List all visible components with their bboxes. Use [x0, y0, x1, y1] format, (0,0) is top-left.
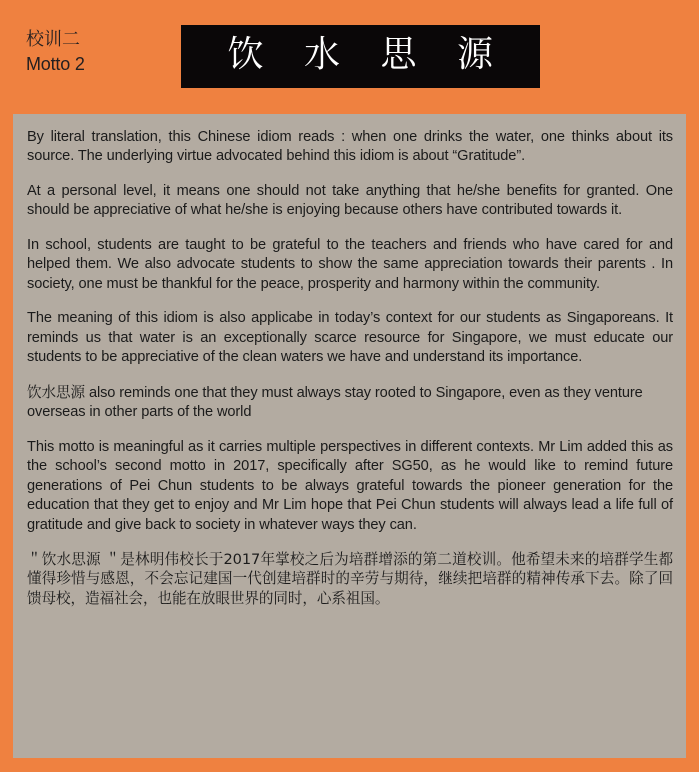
banner-char-4: 源 [457, 34, 494, 75]
motto-banner-text [227, 34, 494, 76]
paragraph-rooted-to-singapore [27, 383, 673, 423]
motto-label-english: Motto 2 [26, 54, 85, 75]
paragraph-personal-level: At a personal level, it means one should not take anything that he/she benefits for granted. One should be appreciative of what he/she is enjoying because others have contributed towards it. [27, 182, 673, 219]
content-panel [13, 114, 686, 758]
paragraph-chinese-summary: ＂饮水思源 ＂是林明伟校长于2017年掌校之后为培群增添的第二道校训。他希望未来的培群学生都懂得珍惜与感恩，不会忘记建国一代创建培群时的辛劳与期待，继续把培群的精神传承下去。除了回馈母校，造福社会，也能在放眼世界的同时，心系祖国。 [27, 550, 673, 607]
paragraph-singapore-context: The meaning of this idiom is also applicabe in today’s context for our students as Singaporeans. It reminds us that water is an exceptionally scarce resource for Singapore, we must educate our students to be appreciative of the clean waters we have and understand its importance. [27, 310, 673, 366]
motto-banner [181, 25, 540, 88]
paragraph-mr-lim: This motto is meaningful as it carries multiple perspectives in different contexts. Mr Lim added this as the school’s second motto in 2017, specifically after SG50, as he would like to remind future generations of Pei Chun students to be always grateful towards the pioneer generation for the education that they get to enjoy and Mr Lim hope that Pei Chun students will always lead a life full of gratitude and give back to society in whatever ways they can. [27, 438, 673, 533]
idiom-inline-english: also reminds one that they must always stay rooted to Singapore, even as they venture overseas in other parts of the world [27, 384, 643, 421]
idiom-inline-chinese: 饮水思源 [27, 383, 85, 401]
banner-char-2: 水 [303, 34, 341, 75]
motto-label [26, 28, 176, 76]
motto-label-chinese: 校训二 [26, 29, 80, 50]
paragraph-in-school: In school, students are taught to be grateful to the teachers and friends who have cared for and helped them. We also advocate students to show the same appreciation towards their parents . In society, one must be thankful for the peace, prosperity and harmony within the community. [27, 236, 673, 292]
paragraph-literal-translation: By literal translation, this Chinese idiom reads : when one drinks the water, one thinks about its source. The underlying virtue advocated behind this idiom is about “Gratitude”. [27, 129, 673, 165]
banner-char-3: 思 [380, 34, 418, 75]
page-header [0, 0, 699, 114]
banner-char-1: 饮 [227, 34, 264, 75]
